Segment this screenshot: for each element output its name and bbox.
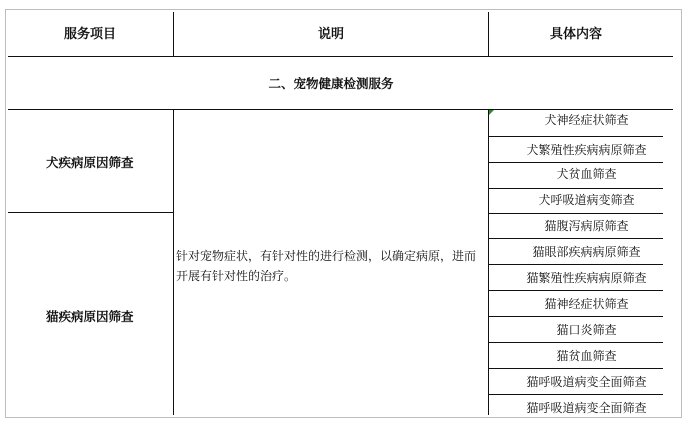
cat-item: 猫贫血筛查	[556, 349, 617, 363]
dog-item: 犬呼吸道病变筛查	[538, 193, 635, 207]
row-divider	[489, 162, 663, 163]
row-divider	[489, 264, 663, 265]
cat-item: 猫腹泻病原筛查	[544, 219, 629, 233]
row-divider	[489, 290, 663, 291]
dog-item: 犬神经症状筛查	[544, 113, 629, 127]
service-description: 针对宠物症状，有针对性的进行检测，以确定病原，进而开展有针对性的治疗。	[176, 249, 477, 283]
row-divider	[489, 394, 663, 395]
cat-item: 猫口炎筛查	[556, 323, 617, 337]
cat-item: 猫眼部疾病病原筛查	[532, 245, 641, 259]
section-title: 二、宠物健康检测服务	[268, 76, 394, 91]
header-description: 说明	[317, 27, 344, 42]
row-divider	[489, 316, 663, 317]
row-divider	[489, 213, 663, 214]
cat-item: 猫繁殖性疾病病原筛查	[526, 271, 647, 285]
cat-item: 猫神经症状筛查	[544, 297, 629, 311]
dog-item: 犬繁殖性疾病病原筛查	[526, 143, 647, 157]
service-cat: 猫疾病原因筛查	[46, 309, 134, 324]
cat-item: 猫呼吸道病变全面筛查	[526, 401, 647, 415]
row-divider	[489, 368, 663, 369]
col-divider	[173, 109, 174, 415]
row-divider	[489, 188, 663, 189]
row-divider	[489, 342, 663, 343]
cat-item: 猫呼吸道病变全面筛查	[526, 375, 647, 389]
dog-item: 犬贫血筛查	[556, 167, 617, 181]
header-service: 服务项目	[63, 27, 116, 42]
row-divider	[489, 238, 663, 239]
col-divider	[488, 12, 489, 56]
service-dog: 犬疾病原因筛查	[46, 155, 134, 170]
row-divider	[8, 109, 673, 110]
row-divider	[8, 212, 173, 213]
row-divider	[8, 56, 673, 57]
col-divider	[173, 12, 174, 56]
col-divider	[488, 109, 489, 415]
header-content: 具体内容	[549, 27, 602, 42]
cell-comment-marker	[489, 110, 494, 115]
row-divider	[489, 136, 663, 137]
